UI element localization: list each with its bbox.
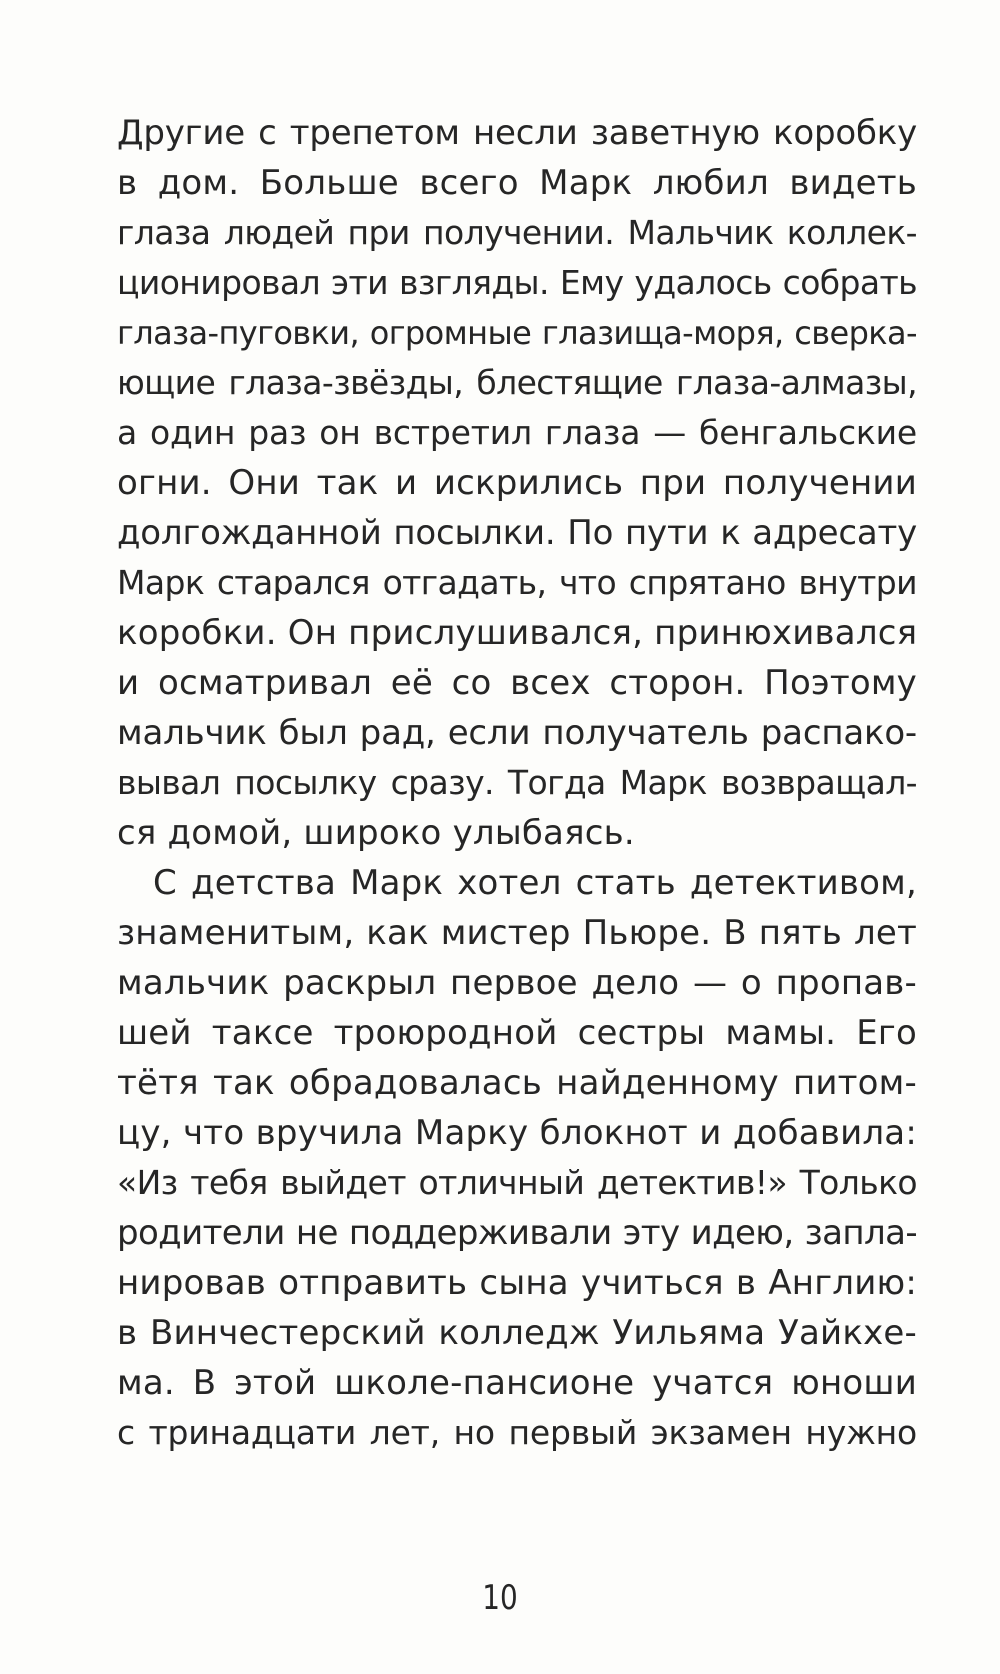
text-line: вывал посылку сразу. Тогда Марк возвращал-	[117, 763, 917, 802]
paragraph-end-line: ся домой, широко улыбаясь.	[117, 813, 635, 853]
text-line: «Из тебя выйдет отличный детектив!» Только	[117, 1163, 917, 1202]
text-line: шей таксе троюродной сестры мамы. Его	[117, 1013, 917, 1053]
text-line: глаза людей при получении. Мальчик коллек-	[117, 213, 917, 252]
text-line: в Винчестерский колледж Уильяма Уайкхе-	[117, 1313, 917, 1353]
body-text	[117, 108, 917, 1458]
text-line: и осматривал её со всех сторон. Поэтому	[117, 663, 917, 703]
text-line: огни. Они так и искрились при получении	[117, 463, 917, 503]
text-line: коробки. Он прислушивался, принюхивался	[117, 613, 918, 653]
text-line: ма. В этой школе-пансионе учатся юноши	[117, 1363, 917, 1403]
text-line: цу, что вручила Марку блокнот и добавила:	[117, 1113, 917, 1153]
text-line: ционировал эти взгляды. Ему удалось собрать	[117, 263, 917, 302]
text-line: мальчик был рад, если получатель распако-	[117, 713, 917, 753]
text-line: Другие с трепетом несли заветную коробку	[117, 113, 917, 153]
text-line: нировав отправить сына учиться в Англию:	[117, 1263, 917, 1303]
text-line: знаменитым, как мистер Пьюре. В пять лет	[117, 913, 917, 953]
text-line: долгожданной посылки. По пути к адресату	[117, 513, 917, 553]
text-line: ющие глаза-звёзды, блестящие глаза-алмазы,	[117, 363, 917, 402]
page-number: 10	[482, 1578, 518, 1618]
text-line: Марк старался отгадать, что спрятано внутри	[117, 563, 917, 602]
paragraph-start-line: С детства Марк хотел стать детективом,	[153, 863, 917, 903]
text-line: тётя так обрадовалась найденному питом-	[117, 1063, 917, 1103]
text-line: а один раз он встретил глаза — бенгальские	[117, 413, 917, 452]
text-line: мальчик раскрыл первое дело — о пропав-	[117, 963, 917, 1003]
text-line: в дом. Больше всего Марк любил видеть	[117, 163, 917, 203]
text-line: родители не поддерживали эту идею, запла-	[117, 1213, 917, 1253]
text-line: глаза-пуговки, огромные глазища-моря, сверка-	[117, 314, 917, 352]
text-line: с тринадцати лет, но первый экзамен нужно	[117, 1413, 917, 1452]
